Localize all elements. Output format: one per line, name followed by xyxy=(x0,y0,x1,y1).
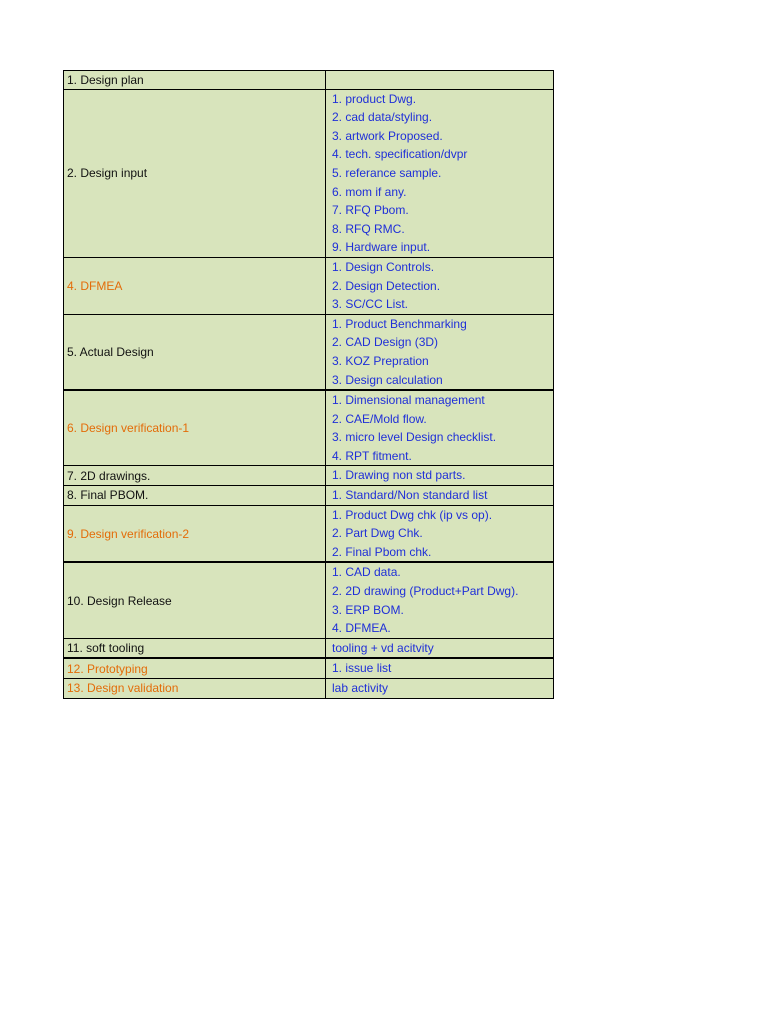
detail-item: 6. mom if any. xyxy=(332,184,407,199)
step-name-cell: 2. Design input xyxy=(64,89,326,257)
detail-item: 8. RFQ RMC. xyxy=(332,221,405,236)
design-process-table xyxy=(63,70,554,699)
step-details-cell xyxy=(326,638,554,658)
step-name-cell: 4. DFMEA xyxy=(64,257,326,314)
table-row xyxy=(64,390,554,466)
table-row xyxy=(64,658,554,678)
detail-item: tooling + vd acitvity xyxy=(332,640,434,655)
detail-item: 1. Standard/Non standard list xyxy=(332,488,488,503)
detail-item: 5. referance sample. xyxy=(332,165,442,180)
step-name-cell: 11. soft tooling xyxy=(64,638,326,658)
detail-item: 1. issue list xyxy=(332,661,392,676)
detail-item: 2. Part Dwg Chk. xyxy=(332,526,423,541)
table-row xyxy=(64,466,554,486)
detail-item: 9. Hardware input. xyxy=(332,240,431,255)
step-details-cell xyxy=(326,679,554,699)
detail-item: 1. Dimensional management xyxy=(332,393,485,408)
detail-item: 4. tech. specification/dvpr xyxy=(332,147,468,162)
detail-item: 1. product Dwg. xyxy=(332,91,417,106)
step-name-cell: 10. Design Release xyxy=(64,562,326,638)
detail-item: 2. cad data/styling. xyxy=(332,110,433,125)
detail-item: 7. RFQ Pbom. xyxy=(332,203,409,218)
detail-item: 1. Drawing non std parts. xyxy=(332,468,466,483)
detail-item: 4. DFMEA. xyxy=(332,621,391,636)
table-row xyxy=(64,486,554,506)
step-details-cell xyxy=(326,390,554,466)
detail-item: 3. artwork Proposed. xyxy=(332,128,443,143)
table-row xyxy=(64,562,554,638)
detail-item: 1. CAD data. xyxy=(332,565,401,580)
step-name-cell: 13. Design validation xyxy=(64,679,326,699)
table-row xyxy=(64,257,554,314)
table-body xyxy=(64,71,554,699)
table-row xyxy=(64,638,554,658)
table-row xyxy=(64,314,554,390)
detail-item: 2. Design Detection. xyxy=(332,278,441,293)
detail-item: 4. RPT fitment. xyxy=(332,448,412,463)
detail-item: 2. Final Pbom chk. xyxy=(332,544,432,559)
empty-detail xyxy=(329,71,550,89)
step-name-cell: 7. 2D drawings. xyxy=(64,466,326,486)
step-name-cell: 12. Prototyping xyxy=(64,658,326,678)
detail-item: 1. Design Controls. xyxy=(332,259,435,274)
detail-item: 2. CAE/Mold flow. xyxy=(332,411,427,426)
detail-item: 2. CAD Design (3D) xyxy=(332,335,439,350)
detail-item: 3. SC/CC List. xyxy=(332,297,409,312)
step-details-cell xyxy=(326,257,554,314)
step-details-cell xyxy=(326,466,554,486)
detail-item: 2. 2D drawing (Product+Part Dwg). xyxy=(332,584,519,599)
step-details-cell xyxy=(326,314,554,390)
detail-item: 3. micro level Design checklist. xyxy=(332,430,497,445)
table-row xyxy=(64,679,554,699)
detail-item: 3. Design calculation xyxy=(332,372,443,387)
step-name-cell: 6. Design verification-1 xyxy=(64,390,326,466)
detail-item: lab activity xyxy=(332,681,389,695)
step-details-cell xyxy=(326,89,554,257)
step-name-cell: 8. Final PBOM. xyxy=(64,486,326,506)
step-details-cell xyxy=(326,658,554,678)
table-row xyxy=(64,505,554,562)
table-row xyxy=(64,71,554,90)
step-details-cell xyxy=(326,71,554,90)
detail-item: 1. Product Benchmarking xyxy=(332,316,467,331)
step-details-cell xyxy=(326,505,554,562)
step-details-cell xyxy=(326,486,554,506)
step-name-cell: 1. Design plan xyxy=(64,71,326,90)
step-details-cell xyxy=(326,562,554,638)
detail-item: 3. KOZ Prepration xyxy=(332,353,429,368)
table-row xyxy=(64,89,554,257)
detail-item: 1. Product Dwg chk (ip vs op). xyxy=(332,507,493,522)
step-name-cell: 5. Actual Design xyxy=(64,314,326,390)
detail-item: 3. ERP BOM. xyxy=(332,602,404,617)
step-name-cell: 9. Design verification-2 xyxy=(64,505,326,562)
